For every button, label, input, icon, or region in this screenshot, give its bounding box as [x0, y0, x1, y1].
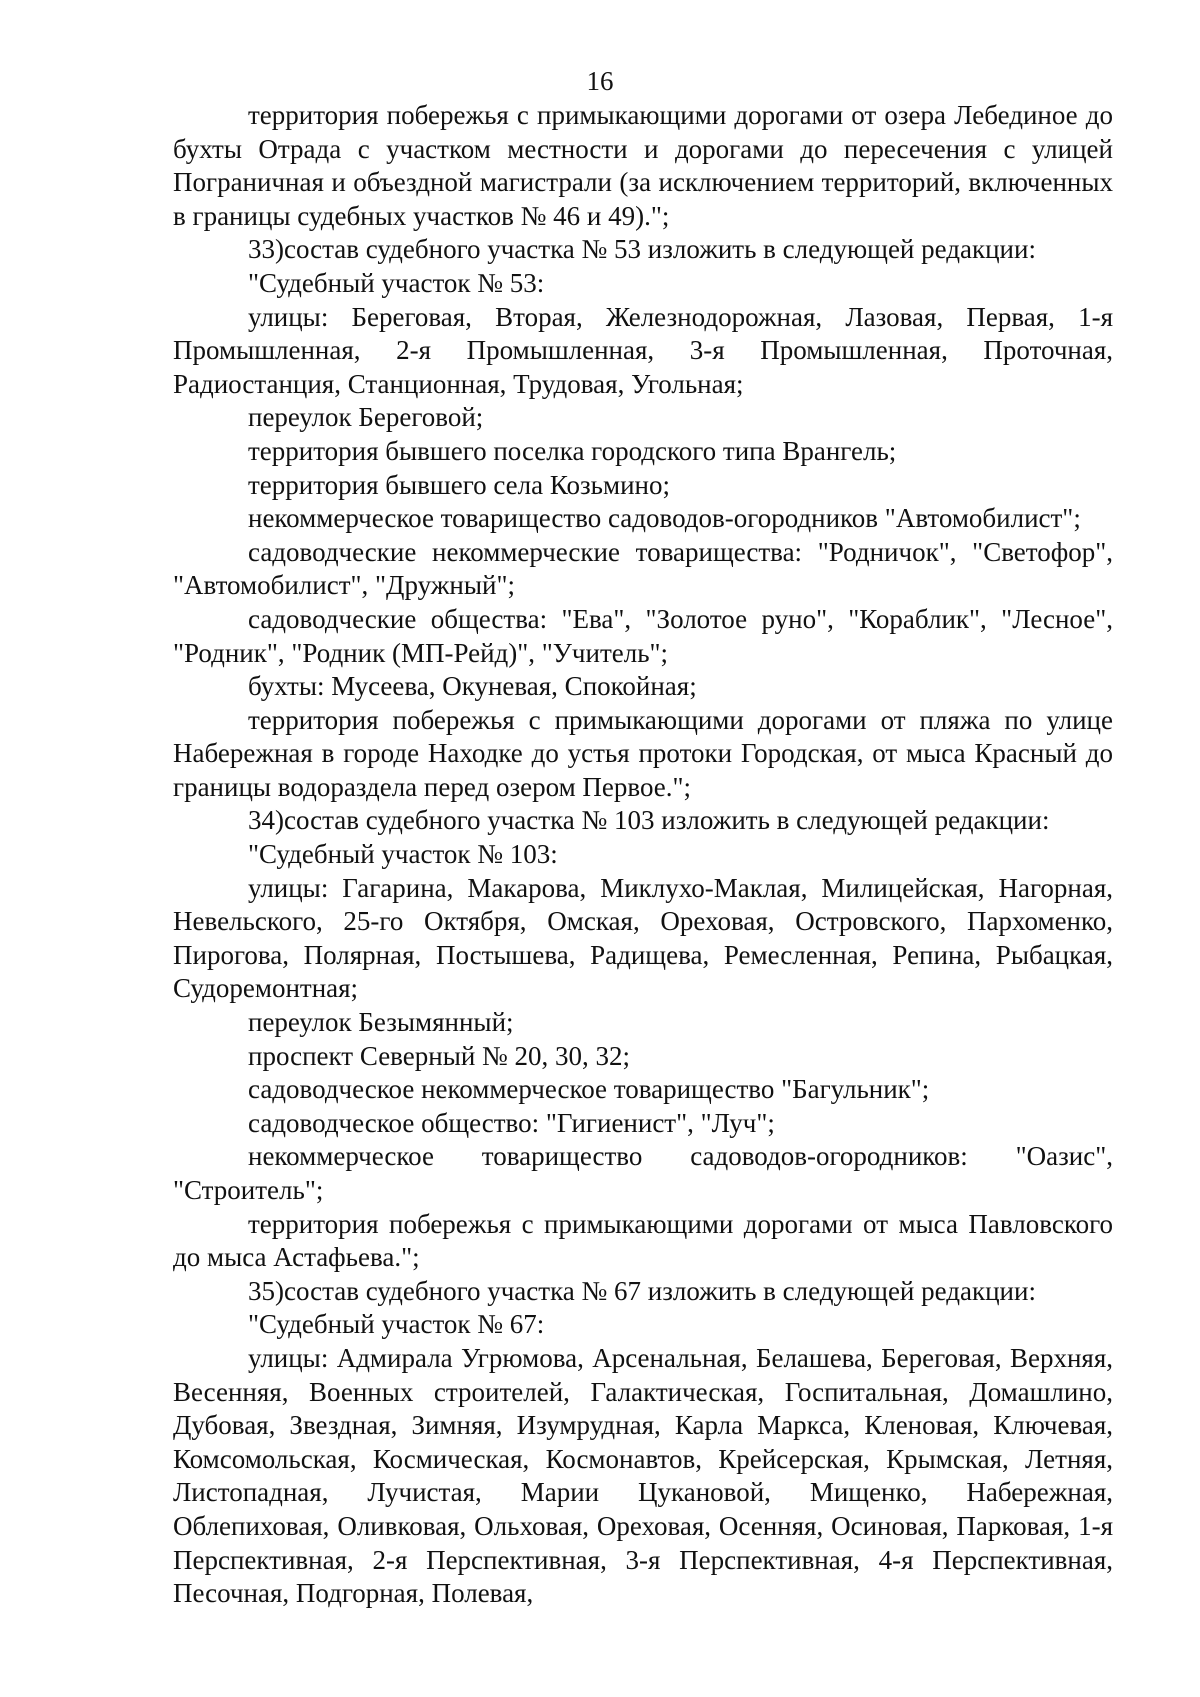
paragraph-district-53-title: "Судебный участок № 53: [248, 267, 545, 298]
paragraph-district-53-lane: переулок Береговой; [248, 402, 484, 433]
paragraph-district-103-garden-society: садоводческое общество: "Гигиенист", "Луч"; [248, 1107, 775, 1138]
page-number: 16 [586, 66, 614, 96]
paragraph-coastal-territory-continued: территория побережья с примыкающими дорогами от озера Лебединое до бухты Отрада с участком местности и дорогами до пересечения с улицей Пограничная и объездной магистрали (за исключением территорий, включенных в границы судебных участков № 46 и 49)."; [173, 100, 1113, 231]
paragraph-district-53-nonprofit: некоммерческое товарищество садоводов-огородников "Автомобилист"; [248, 503, 1081, 534]
paragraph-district-103-nonprofit: некоммерческое товарищество садоводов-огородников: "Оазис", "Строитель"; [173, 1141, 1113, 1205]
paragraph-district-103-lane: переулок Безымянный; [248, 1007, 514, 1038]
paragraph-district-103-streets: улицы: Гагарина, Макарова, Миклухо-Маклая, Милицейская, Нагорная, Невельского, 25-го Октября, Омская, Ореховая, Островского, Пархоменко, Пирогова, Полярная, Постышева, Радищева, Ремесленная, Репина, Рыбацкая, Судоремонтная; [173, 872, 1113, 1004]
paragraph-district-67-title: "Судебный участок № 67: [248, 1309, 545, 1340]
paragraph-district-53-streets: улицы: Береговая, Вторая, Железнодорожная, Лазовая, Первая, 1-я Промышленная, 2-я Промышленная, 3-я Промышленная, Проточная, Радиостанция, Станционная, Трудовая, Угольная; [173, 301, 1113, 399]
paragraph-district-53-wrangel: территория бывшего поселка городского типа Врангель; [248, 435, 897, 466]
paragraph-district-67-streets: улицы: Адмирала Угрюмова, Арсенальная, Белашева, Береговая, Верхняя, Весенняя, Военных строителей, Галактическая, Госпитальная, Домашлино, Дубовая, Звездная, Зимняя, Изумрудная, Карла Маркса, Кленовая, Ключевая, Комсомольская, Космическая, Космонавтов, Крейсерская, Крымская, Летняя, Листопадная, Лучистая, Марии Цукановой, Мищенко, Набережная, Облепиховая, Оливковая, Ольховая, Ореховая, Осенняя, Осиновая, Парковая, 1-я Перспективная, 2-я Перспективная, 3-я Перспективная, 4-я Перспективная, Песочная, Подгорная, Полевая, [173, 1342, 1113, 1609]
document-body [173, 99, 1113, 1611]
paragraph-district-53-garden-partnerships: садоводческие некоммерческие товарищества: "Родничок", "Светофор", "Автомобилист", "Дружный"; [173, 536, 1113, 601]
paragraph-district-103-avenue: проспект Северный № 20, 30, 32; [248, 1040, 631, 1071]
paragraph-district-53-bays: бухты: Мусеева, Окуневая, Спокойная; [248, 671, 697, 702]
paragraph-district-103-garden-partnership: садоводческое некоммерческое товарищество "Багульник"; [248, 1074, 930, 1105]
paragraph-district-53-garden-societies: садоводческие общества: "Ева", "Золотое руно", "Кораблик", "Лесное", "Родник", "Родник (МП-Рейд)", "Учитель"; [173, 603, 1113, 668]
paragraph-item-33-heading: 33)состав судебного участка № 53 изложить в следующей редакции: [248, 234, 1036, 265]
paragraph-district-103-title: "Судебный участок № 103: [248, 839, 558, 870]
paragraph-district-53-kozmino: территория бывшего села Козьмино; [248, 469, 670, 500]
paragraph-district-103-coastal-territory: территория побережья с примыкающими дорогами от мыса Павловского до мыса Астафьева."; [173, 1208, 1113, 1273]
paragraph-item-34-heading: 34)состав судебного участка № 103 изложить в следующей редакции: [248, 805, 1050, 836]
paragraph-district-53-coastal-territory: территория побережья с примыкающими дорогами от пляжа по улице Набережная в городе Находке до устья протоки Городская, от мыса Красный до границы водораздела перед озером Первое."; [173, 704, 1113, 802]
paragraph-item-35-heading: 35)состав судебного участка № 67 изложить в следующей редакции: [248, 1275, 1036, 1306]
